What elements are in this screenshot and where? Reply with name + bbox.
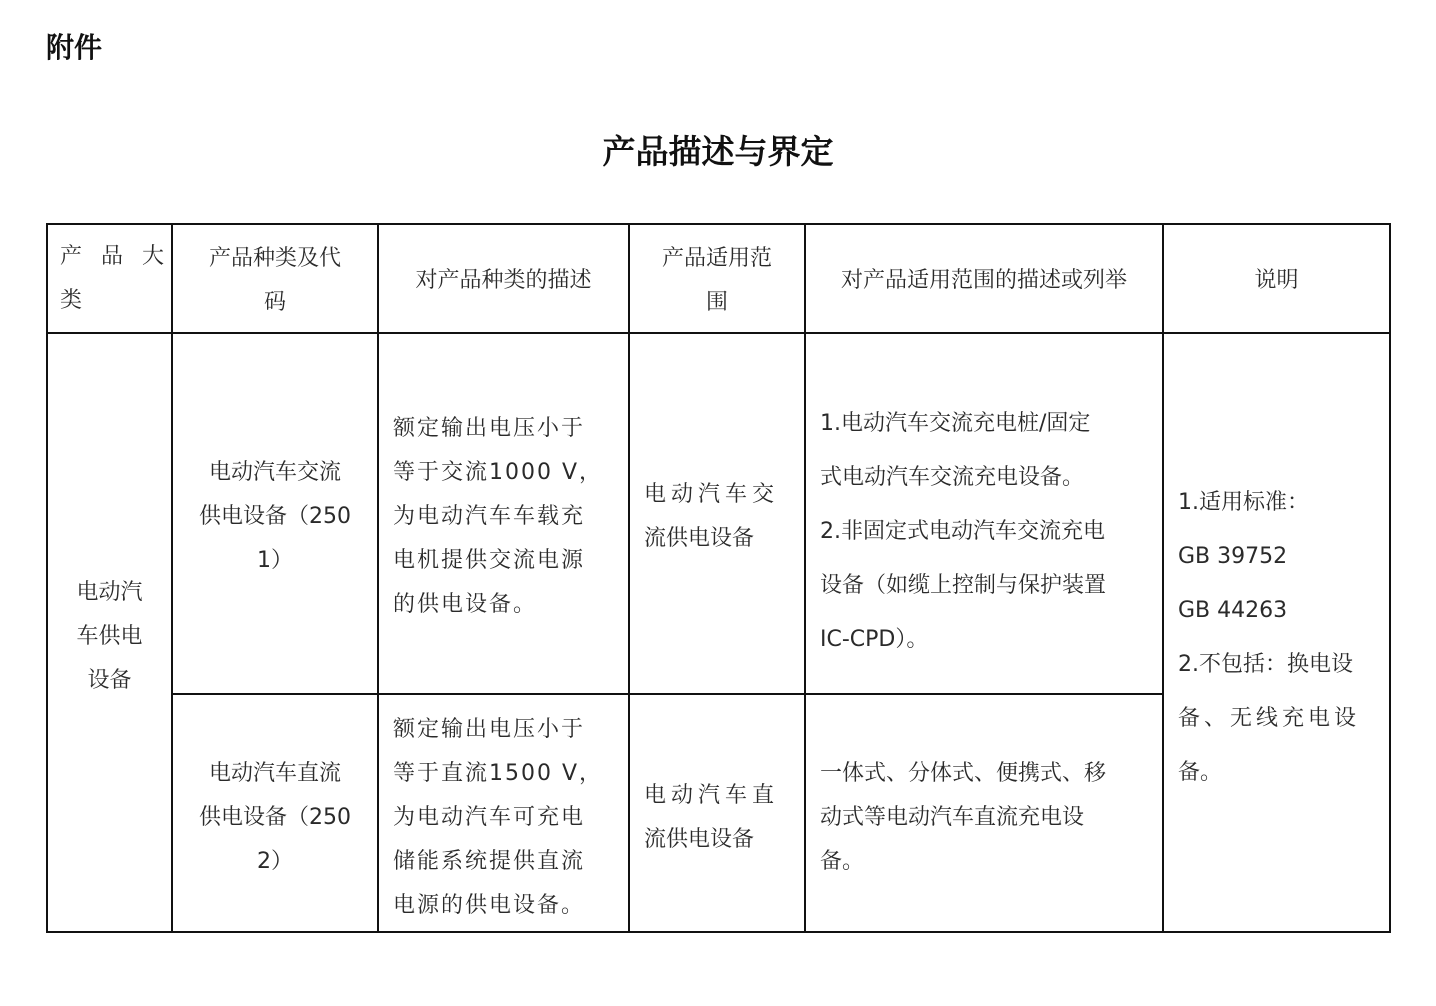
header-scope-description: 对产品适用范围的描述或列举 [840,268,1127,293]
page-title: 产品描述与界定 [602,132,834,171]
header-category: 产 品 大 类 [60,244,170,313]
column-divider [1162,225,1164,931]
notes-cell: 1.适用标准： GB 39752 GB 44263 2.不包括：换电设 备、无线充电设 备。 [1178,490,1361,785]
header-scope: 产品适用范 围 [661,246,772,315]
attachment-label: 附件 [46,31,103,64]
category-cell: 电动汽 车供电 设备 [76,580,143,693]
column-divider [628,225,630,931]
row1-product-type-code: 电动汽车交流 供电设备（250 1） [199,460,351,573]
row2-scope-description: 一体式、分体式、便携式、移 动式等电动汽车直流充电设 备。 [820,761,1107,874]
row1-type-description: 额定输出电压小于 等于交流1000 V， 为电动汽车车载充 电机提供交流电源 的供电设备。 [393,416,604,617]
column-divider [804,225,806,931]
row1-scope: 电动汽车交 流供电设备 [644,482,780,551]
row2-type-description: 额定输出电压小于 等于直流1500 V， 为电动汽车可充电 储能系统提供直流 电源的供电设备。 [393,717,604,918]
product-definition-table [46,223,1391,933]
row2-product-type-code: 电动汽车直流 供电设备（250 2） [199,761,351,874]
row1-scope-description: 1.电动汽车交流充电桩/固定 式电动汽车交流充电设备。 2.非固定式电动汽车交流充电 设备（如缆上控制与保护装置 IC-CPD）。 [820,411,1107,652]
header-divider [48,332,1389,334]
header-type-description: 对产品种类的描述 [415,268,592,293]
row2-scope: 电动汽车直 流供电设备 [644,783,780,852]
header-notes: 说明 [1254,268,1299,293]
column-divider [377,225,379,931]
header-product-type-code: 产品种类及代 码 [208,246,341,315]
row-divider [171,693,1164,695]
